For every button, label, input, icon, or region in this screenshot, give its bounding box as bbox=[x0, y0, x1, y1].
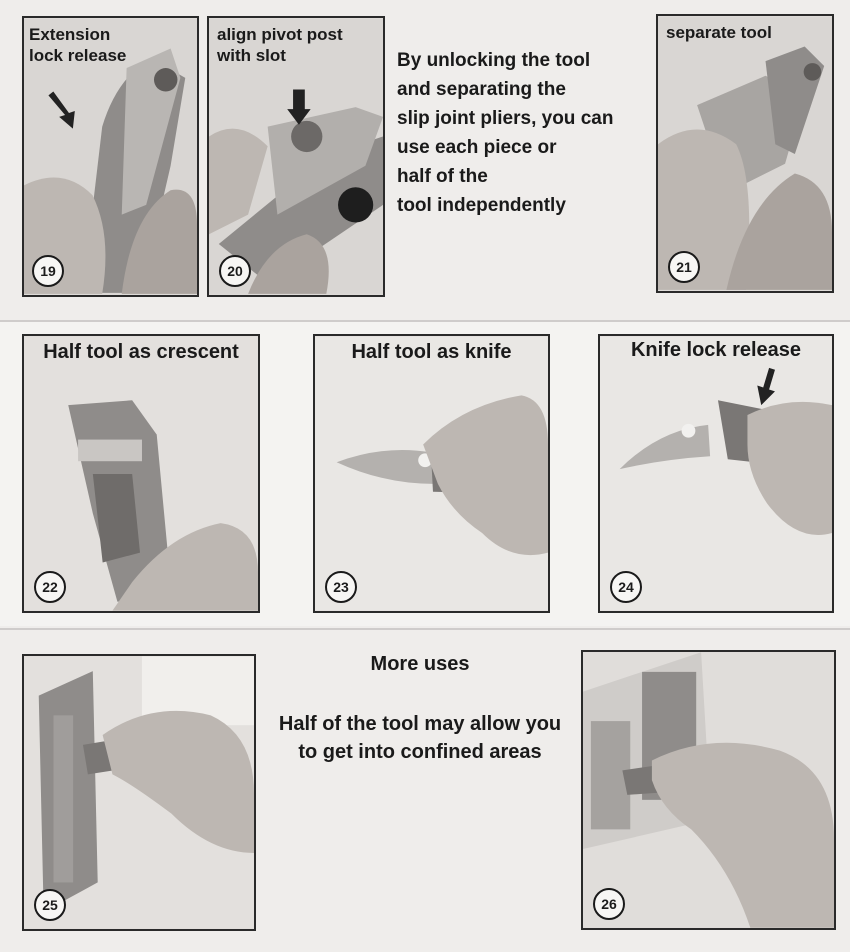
step-number-badge: 25 bbox=[34, 889, 66, 921]
step-caption: Extension lock release bbox=[29, 25, 127, 65]
step-caption: Half tool as crescent bbox=[43, 341, 239, 363]
confined-area-photo-illustration bbox=[24, 656, 254, 929]
step-number-badge: 20 bbox=[219, 255, 251, 287]
step-number-badge: 24 bbox=[610, 571, 642, 603]
step-21-photo bbox=[656, 14, 834, 293]
wrench-photo-illustration bbox=[24, 336, 258, 611]
intro-text: By unlocking the tool and separating the slip joint pliers, you can use each piece or half of the tool independently bbox=[397, 50, 614, 216]
step-caption: Half tool as knife bbox=[351, 341, 512, 363]
step-caption: separate tool bbox=[666, 23, 772, 42]
more-uses-heading: More uses bbox=[370, 653, 470, 675]
pliers-photo-illustration bbox=[658, 16, 832, 291]
step-26-photo bbox=[581, 650, 836, 930]
knife-photo-illustration bbox=[600, 336, 832, 611]
step-19-photo bbox=[22, 16, 199, 297]
step-number-badge: 23 bbox=[325, 571, 357, 603]
step-24-photo bbox=[598, 334, 834, 613]
step-number-badge: 26 bbox=[593, 888, 625, 920]
confined-area-photo-illustration bbox=[583, 652, 834, 928]
more-uses-body: Half of the tool may allow you to get into confined areas bbox=[278, 713, 562, 763]
step-number-badge: 19 bbox=[32, 255, 64, 287]
section-divider bbox=[0, 320, 850, 322]
section-divider bbox=[0, 628, 850, 630]
step-20-photo bbox=[207, 16, 385, 297]
step-22-photo bbox=[22, 334, 260, 613]
step-caption: Knife lock release bbox=[630, 339, 802, 361]
step-number-badge: 22 bbox=[34, 571, 66, 603]
knife-photo-illustration bbox=[315, 336, 548, 611]
step-number-badge: 21 bbox=[668, 251, 700, 283]
step-25-photo bbox=[22, 654, 256, 931]
step-caption: align pivot post with slot bbox=[217, 25, 343, 65]
step-23-photo bbox=[313, 334, 550, 613]
